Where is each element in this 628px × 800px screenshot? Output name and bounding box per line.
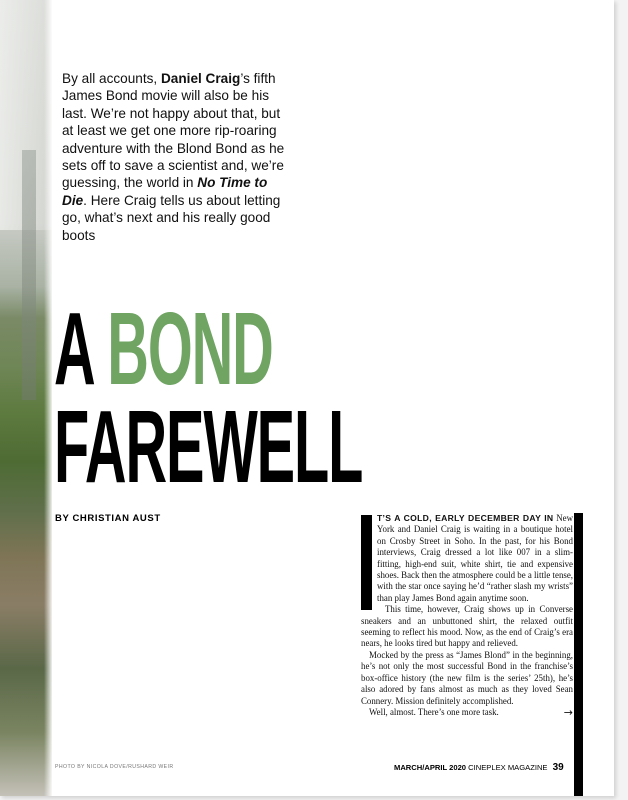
right-arrow-icon[interactable]: → — [563, 705, 573, 719]
page-number: 39 — [552, 762, 564, 773]
byline: BY CHRISTIAN AUST — [55, 513, 161, 524]
article-dek — [62, 70, 287, 244]
edge-photo — [0, 0, 52, 796]
magazine-name: CINEPLEX MAGAZINE — [468, 763, 548, 772]
article-body — [361, 513, 573, 718]
headline-a: A — [54, 291, 93, 406]
dek-text-3: . Here Craig tells us about letting go, what’s next and his really good boots — [62, 192, 281, 243]
body-paragraph-2: This time, however, Craig shows up in Converse sneakers and an unbuttoned shirt, the relaxed outfit seeming to reflect his mood. Now, as the end of Craig’s era nears, he looks tired but happy and relieved. — [361, 604, 573, 649]
page-footer — [394, 762, 564, 773]
dek-name: Daniel Craig — [160, 71, 241, 86]
photo-edge-fade — [44, 0, 52, 796]
issue-date: MARCH/APRIL 2020 — [394, 763, 467, 772]
dek-text-2: ’s fifth James Bond movie will also be his last. We’re not happy about that, but at least we get one more rip-roaring adventure with the Blond Bond as he sets off to save a scientist and, we’re guessing, the world in — [62, 71, 285, 191]
photo-credit: PHOTO BY NICOLA DOVE/RUSHARD WEIR — [55, 764, 174, 770]
body-paragraph-4-text: Well, almost. There’s one more task. — [369, 706, 499, 717]
column-rule — [574, 513, 583, 796]
headline-bond: BOND — [107, 291, 273, 406]
drop-cap — [361, 515, 372, 610]
headline-farewell: FAREWELL — [54, 389, 363, 504]
dek-text-1: By all accounts, — [62, 71, 161, 86]
body-paragraph-1 — [361, 513, 573, 604]
photo-tree — [22, 150, 36, 400]
article-headline — [54, 291, 363, 504]
lead-in: T’S A COLD, EARLY DECEMBER DAY IN — [377, 513, 554, 523]
body-paragraph-4 — [361, 707, 573, 718]
dek-film-title: No Time to Die — [62, 175, 268, 208]
body-paragraph-3: Mocked by the press as “James Blond” in the beginning, he’s not only the most successful Bond in the franchise’s box-office history (the new film is the series’ 25th), he’s also adored by fans almost as much as they loved Sean Connery. Mission definitely accomplished. — [361, 649, 573, 706]
body-paragraph-1-text: New York and Daniel Craig is waiting in a boutique hotel on Crosby Street in Soho. In the past, for his Bond interviews, Craig dressed a lot like 007 in a slim-fitting, high-end suit, white shirt, tie and expensive shoes. Back then the atmosphere could be a little tense, with the star once saying he’d “rather slash my wrists” than play James Bond again anytime soon. — [377, 513, 573, 603]
